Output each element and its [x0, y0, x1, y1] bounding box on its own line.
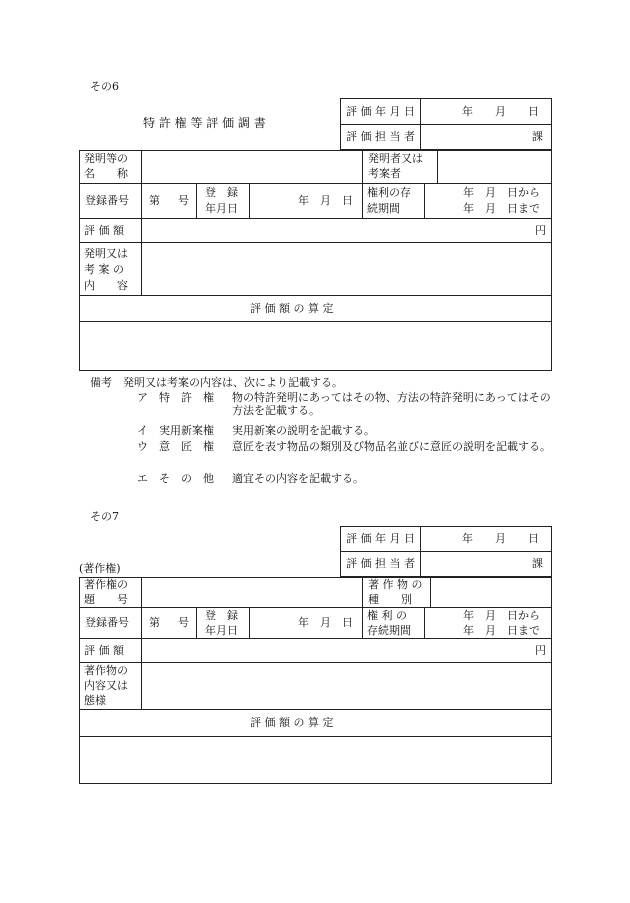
section6-content-label-3: 内 容	[84, 279, 128, 292]
section6-amount-unit: 円	[535, 224, 546, 237]
section6-content-field[interactable]	[142, 243, 551, 294]
notes-u-text: 意匠を表す物品の類別及び物品名並びに意匠の説明を記載する。	[232, 440, 551, 453]
section6-eval-person-value[interactable]: 課	[532, 130, 543, 143]
section6-name-label-1: 発明等の	[84, 152, 128, 165]
section6-reg-date-label-1: 登 録	[205, 186, 238, 199]
section6-eval-date-value[interactable]: 年 月 日	[462, 105, 539, 118]
section6-inventor-field[interactable]	[438, 151, 551, 182]
notes-e-text: 適宜その内容を記載する。	[232, 472, 364, 485]
section6-amount-field[interactable]	[142, 219, 532, 241]
section6-calc-field[interactable]	[80, 322, 551, 370]
notes-e-term: エ そ の 他	[137, 472, 214, 485]
notes-i-text: 実用新案の説明を記載する。	[232, 424, 375, 437]
section6-reg-date-value[interactable]: 年 月 日	[298, 194, 353, 207]
section6-duration-to[interactable]: 年 月 日まで	[463, 202, 540, 215]
section7-eval-date-label: 評 価 年 月 日	[346, 532, 415, 545]
section6-reg-date-label-2: 年月日	[205, 202, 238, 215]
section6-eval-date-label: 評 価 年 月 日	[346, 105, 415, 118]
section6-name-label-2: 名 称	[84, 167, 128, 180]
section7-eval-person-label: 評 価 担 当 者	[346, 557, 415, 570]
section7-amount-label: 評 価 額	[84, 644, 124, 657]
section7-duration-label-2: 存続期間	[367, 624, 411, 637]
section7-subtitle: (著作権)	[79, 562, 121, 575]
section7-title-label-2: 題 号	[84, 593, 128, 606]
section7-reg-date-label-2: 年月日	[205, 624, 238, 637]
section7-title-label-1: 著作権の	[84, 578, 128, 591]
section6-reg-go: 号	[178, 194, 189, 207]
notes-a-term: ア 特 許 権	[137, 391, 214, 404]
section6-title: 特 許 権 等 評 価 調 書	[143, 116, 266, 130]
section6-calc-label: 評 価 額 の 算 定	[250, 302, 334, 315]
section7-amount-field[interactable]	[142, 639, 532, 661]
section6-content-label-1: 発明又は	[84, 247, 128, 260]
section7-content-label-2: 内容又は	[84, 679, 128, 692]
section7-duration-from[interactable]: 年 月 日から	[463, 609, 540, 622]
section7-calc-label: 評 価 額 の 算 定	[250, 716, 334, 729]
section7-label: その7	[90, 510, 119, 523]
section6-reg-label: 登録番号	[85, 194, 129, 207]
section7-content-label-1: 著作物の	[84, 664, 128, 677]
section7-reg-date-value[interactable]: 年 月 日	[298, 616, 353, 629]
section6-amount-label: 評 価 額	[84, 224, 124, 237]
section6-content-label-2: 考 案 の	[84, 263, 124, 276]
section7-eval-person-value[interactable]: 課	[532, 557, 543, 570]
notes-head: 備考 発明又は考案の内容は、次により記載する。	[90, 376, 343, 389]
section6-name-field[interactable]	[142, 151, 361, 182]
section6-duration-from[interactable]: 年 月 日から	[463, 186, 540, 199]
section7-reg-date-label-1: 登 録	[205, 609, 238, 622]
section7-duration-label-1: 権 利 の	[367, 609, 407, 622]
section7-kind-field[interactable]	[431, 578, 551, 606]
section7-content-label-3: 態様	[84, 694, 106, 707]
section7-reg-go: 号	[178, 616, 189, 629]
section7-kind-label-1: 著 作 物 の	[368, 578, 423, 591]
notes-u-term: ウ 意 匠 権	[137, 440, 214, 453]
section6-duration-label-1: 権利の存	[367, 186, 411, 199]
section7-reg-dai: 第	[149, 616, 160, 629]
section6-eval-person-label: 評 価 担 当 者	[346, 130, 415, 143]
section6-reg-dai: 第	[149, 194, 160, 207]
section7-amount-unit: 円	[535, 644, 546, 657]
notes-a-text: 物の特許発明にあってはその物、方法の特許発明にあってはその方法を記載する。	[232, 391, 551, 417]
section7-title-field[interactable]	[142, 578, 361, 606]
section7-eval-date-value[interactable]: 年 月 日	[462, 532, 539, 545]
section7-kind-label-2: 種 別	[368, 593, 412, 606]
section6-label: その6	[90, 80, 119, 93]
notes-i-term: イ 実用新案権	[137, 424, 214, 437]
section7-calc-field[interactable]	[80, 737, 551, 783]
section7-reg-label: 登録番号	[85, 616, 129, 629]
section7-content-field[interactable]	[142, 663, 551, 708]
section6-inventor-label-1: 発明者又は	[368, 152, 423, 165]
section6-duration-label-2: 続期間	[367, 202, 400, 215]
section6-inventor-label-2: 考案者	[368, 167, 401, 180]
section7-duration-to[interactable]: 年 月 日まで	[463, 624, 540, 637]
